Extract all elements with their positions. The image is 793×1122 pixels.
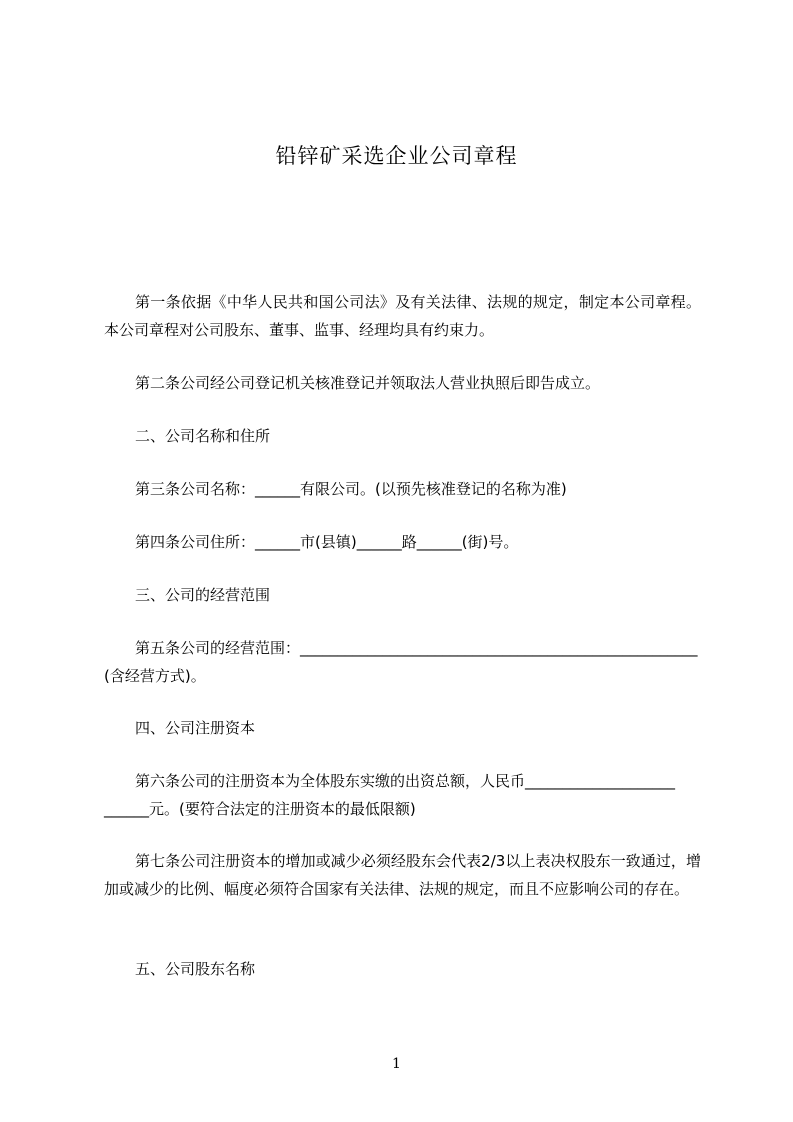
article-3-text: 第三条公司名称：______有限公司。(以预先核准登记的名称为准) [135,480,567,498]
article-6 [104,767,701,823]
document-title: 铅锌矿采选企业公司章程 [275,144,518,168]
section-4-heading: 四、公司注册资本 [135,719,256,737]
section-heading-registered-capital [104,714,701,742]
section-5-heading: 五、公司股东名称 [135,960,256,978]
article-4 [104,528,701,556]
section-heading-shareholders [104,955,701,983]
article-7 [104,847,701,903]
article-3 [104,475,701,503]
article-7-text: 第七条公司注册资本的增加或减少必须经股东会代表2/3以上表决权股东一致通过，增加或减少的比例、幅度必须符合国家有关法律、法规的规定，而且不应影响公司的存在。 [104,852,701,898]
article-4-text: 第四条公司住所：______市(县镇)______路______(街)号。 [135,533,519,551]
article-1-text: 第一条依据《中华人民共和国公司法》及有关法律、法规的规定，制定本公司章程。本公司章程对公司股东、董事、监事、经理均具有约束力。 [104,293,701,339]
article-1 [104,288,701,344]
article-5 [104,634,701,690]
section-3-heading: 三、公司的经营范围 [135,586,271,604]
section-2-heading: 二、公司名称和住所 [135,427,271,445]
page-number: 1 [392,1056,401,1072]
section-heading-name-address [104,422,701,450]
article-6-line-2: ______元。(要符合法定的注册资本的最低限额) [104,800,416,818]
article-2 [104,369,701,397]
article-2-text: 第二条公司经公司登记机关核准登记并领取法人营业执照后即告成立。 [135,374,601,392]
section-heading-business-scope [104,581,701,609]
article-6-line-1: 第六条公司的注册资本为全体股东实缴的出资总额，人民币____________________ [135,772,676,790]
article-5-line-1: 第五条公司的经营范围：_____________________________________________________ [135,639,698,657]
article-5-line-2: (含经营方式)。 [104,667,206,685]
